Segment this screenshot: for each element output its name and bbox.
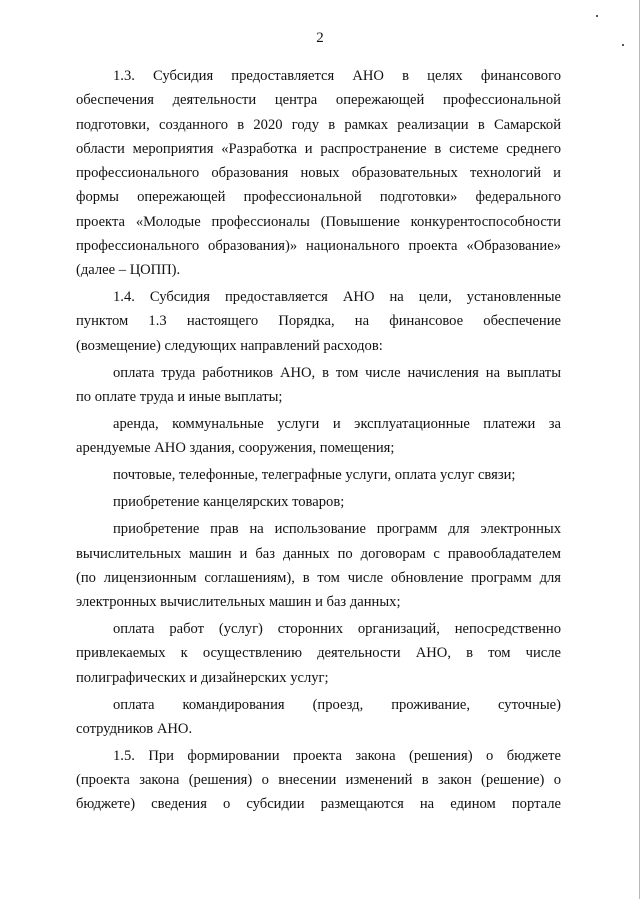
text-line: приобретение канцелярских товаров; — [113, 494, 345, 511]
text-line: электронных вычислительных машин и баз данных; — [76, 594, 401, 611]
text-line: профессионального образования новых образовательных технологий и — [76, 165, 561, 181]
text-line: привлекаемых к осуществлению деятельности АНО, в том числе — [76, 645, 561, 662]
text-line: 1.5. При формировании проекта закона (решения) о бюджете — [113, 747, 561, 764]
text-line: обеспечения деятельности центра опережающей профессиональной — [76, 92, 561, 109]
text-line: сотрудников АНО. — [76, 720, 193, 737]
text-line: почтовые, телефонные, телеграфные услуги, оплата услуг связи; — [113, 467, 516, 484]
text-line: оплата труда работников АНО, в том числе начисления на выплаты — [113, 364, 561, 381]
text-line: профессионального образования)» национального проекта «Образование» — [76, 237, 561, 254]
text-line: подготовки, созданного в 2020 году в рамках реализации в Самарской — [76, 116, 561, 133]
text-line: (проекта закона (решения) о внесении изменений в закон (решение) о — [76, 772, 561, 789]
page-number: 2 — [316, 30, 324, 46]
text-line: бюджете) сведения о субсидии размещаются на едином портале — [76, 796, 561, 813]
text-line: арендуемые АНО здания, сооружения, помещения; — [76, 440, 395, 457]
document-body — [76, 64, 561, 817]
text-line: 1.4. Субсидия предоставляется АНО на цели, установленные — [113, 289, 561, 306]
text-line: полиграфических и дизайнерских услуг; — [76, 669, 329, 686]
scan-speck — [596, 15, 598, 17]
text-line: приобретение прав на использование программ для электронных — [113, 521, 561, 538]
text-line: области мероприятия «Разработка и распространение в системе среднего — [76, 140, 561, 157]
text-line: формы опережающей профессиональной подготовки» федерального — [76, 189, 561, 206]
text-line: по оплате труда и иные выплаты; — [76, 388, 283, 405]
text-line: оплата работ (услуг) сторонних организаций, непосредственно — [113, 621, 561, 638]
text-line: аренда, коммунальные услуги и эксплуатационные платежи за — [113, 415, 561, 432]
text-line: проекта «Молодые профессионалы (Повышение конкурентоспособности — [76, 213, 561, 230]
text-line: (далее – ЦОПП). — [76, 262, 181, 278]
text-line: (по лицензионным соглашениям), в том числе обновление программ для — [76, 569, 561, 586]
text-line: вычислительных машин и баз данных по договорам с правообладателем — [76, 545, 561, 562]
text-line: (возмещение) следующих направлений расходов: — [76, 337, 383, 354]
text-line: 1.3. Субсидия предоставляется АНО в целях финансового — [113, 68, 561, 84]
text-line: пунктом 1.3 настоящего Порядка, на финансовое обеспечение — [76, 313, 561, 330]
text-line: оплата командирования (проезд, проживание, суточные) — [113, 696, 561, 713]
